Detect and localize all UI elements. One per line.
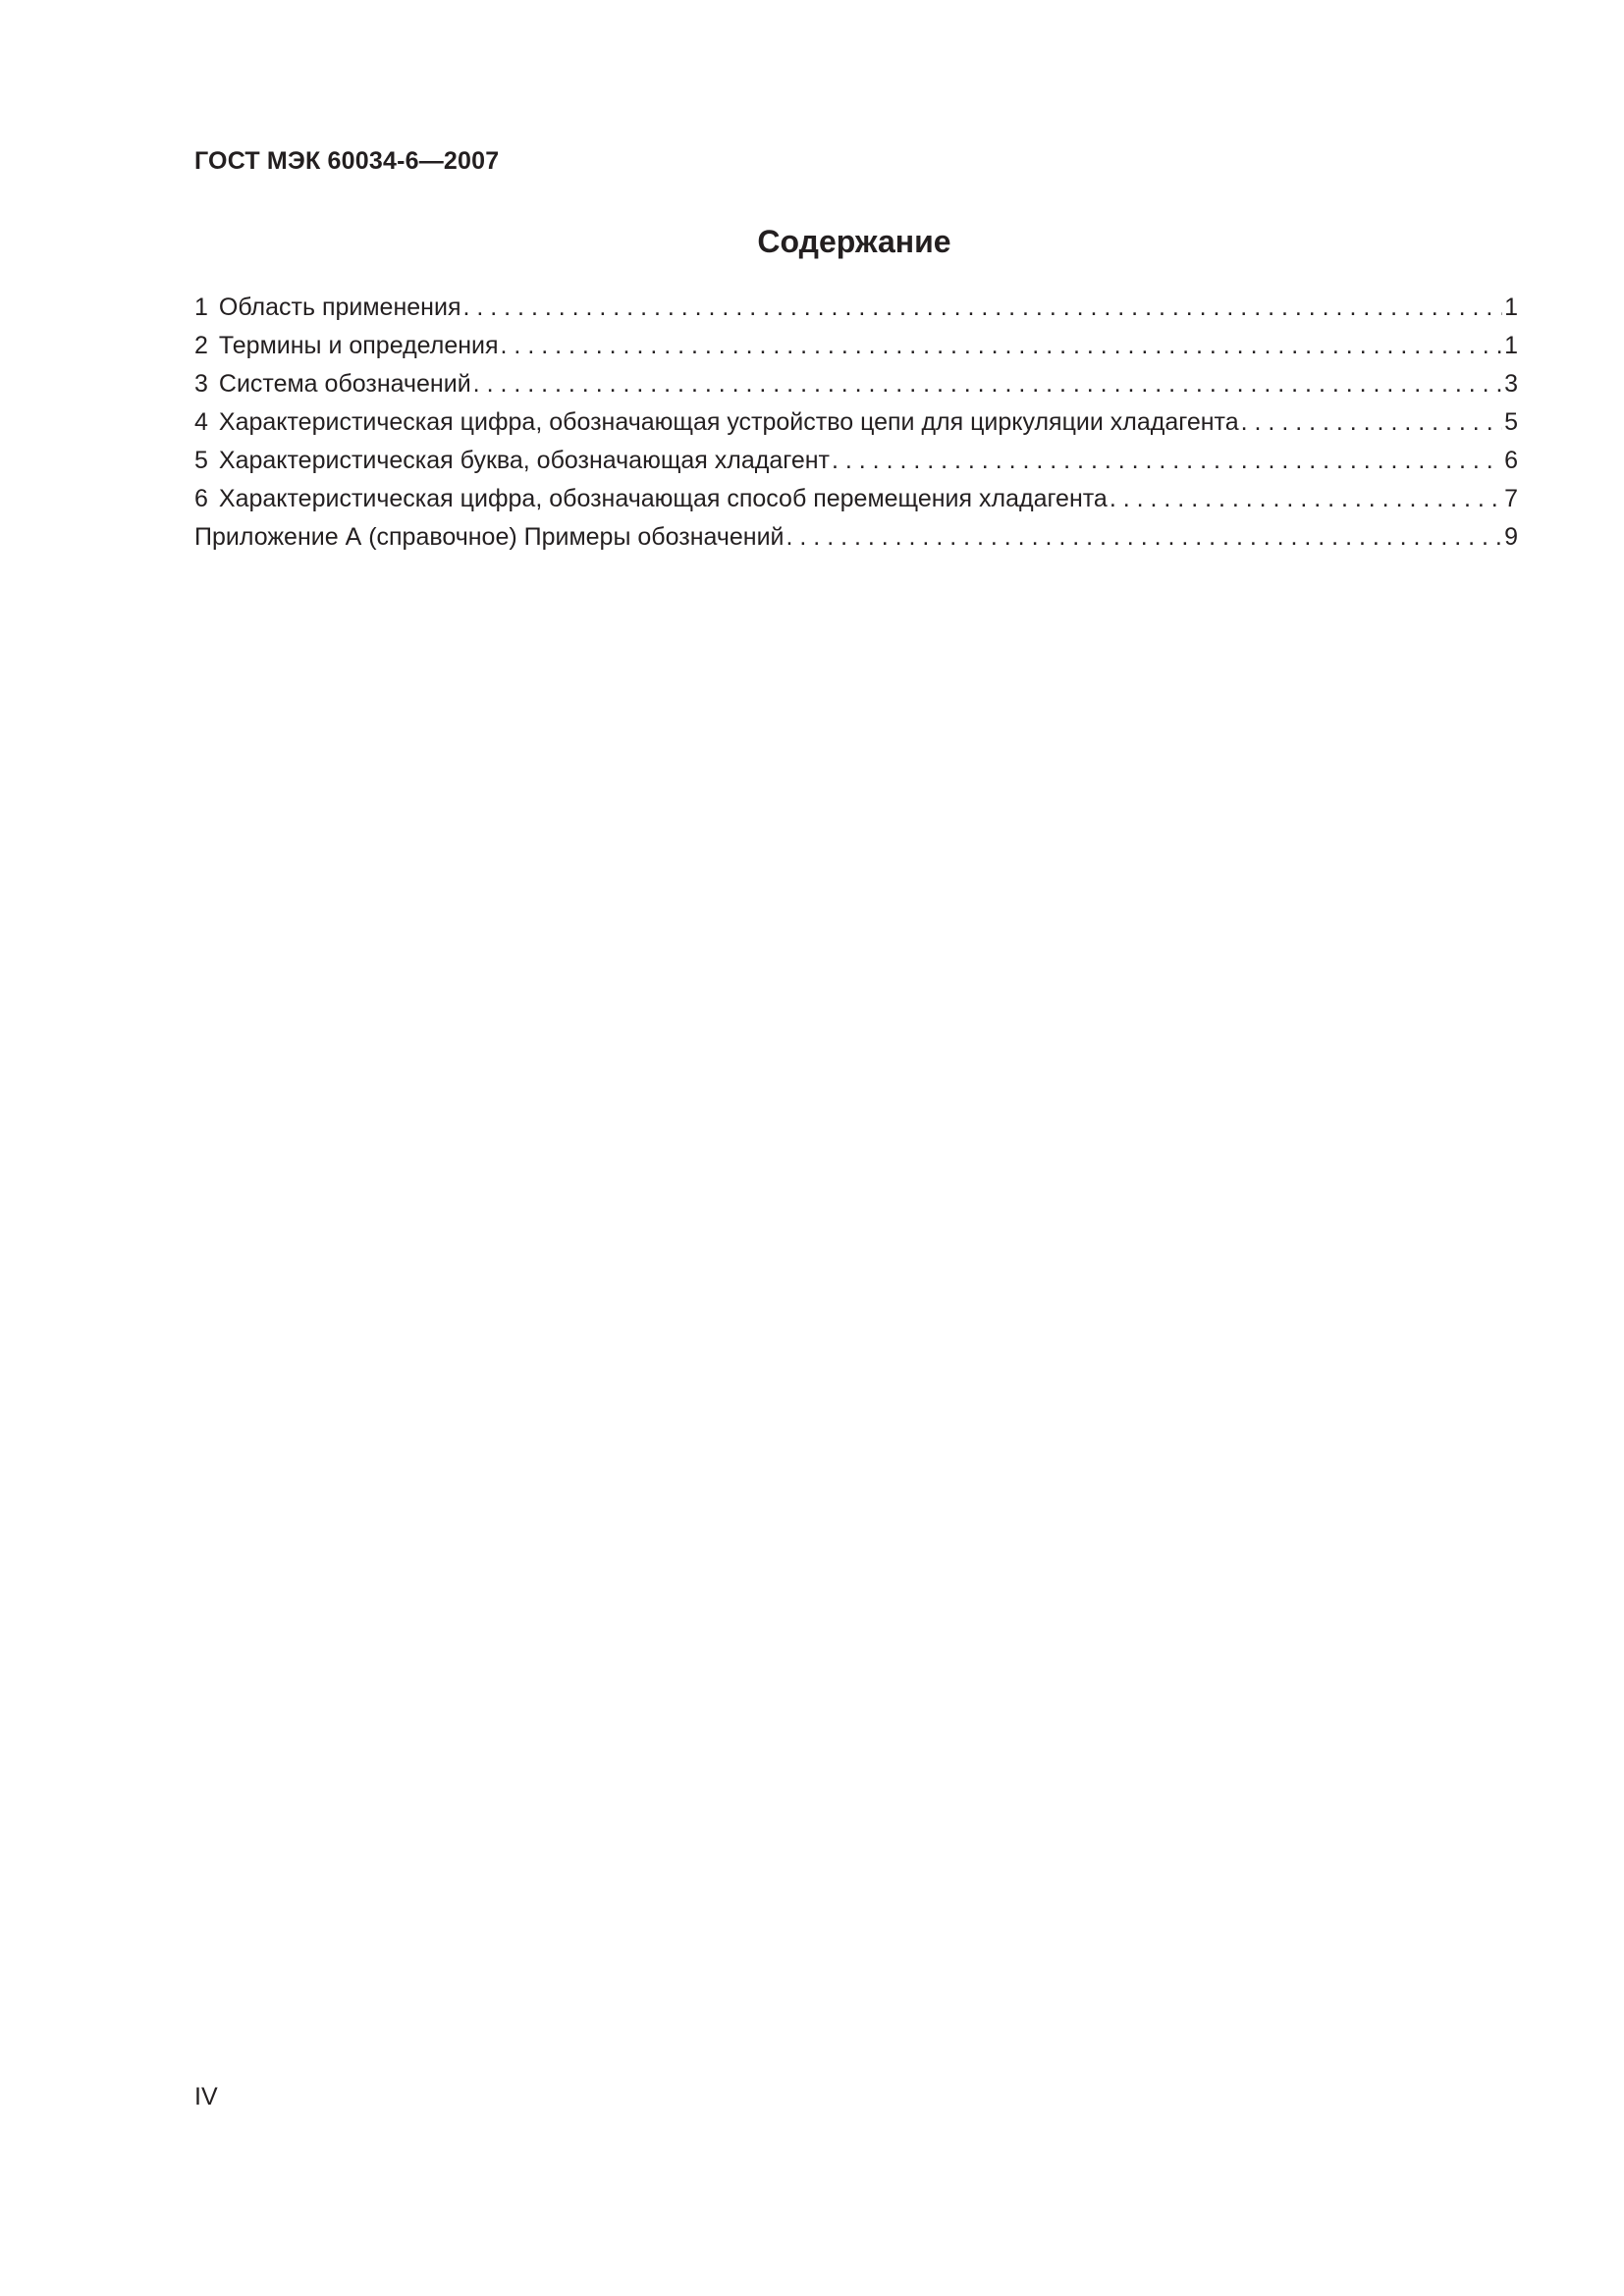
document-code: ГОСТ МЭК 60034-6—2007 <box>194 147 500 175</box>
toc-entry-annex-a[interactable] <box>194 518 1518 557</box>
toc-entry-number: 4 <box>194 408 208 436</box>
toc-entry-circuit-digit[interactable] <box>194 403 1518 442</box>
toc-entry-page: 1 <box>1504 294 1518 321</box>
toc-entry-number: 3 <box>194 370 208 398</box>
toc-leader-dots <box>473 365 1502 403</box>
toc-entry-title: Характеристическая цифра, обозначающая устройство цепи для циркуляции хладагента <box>218 408 1239 436</box>
toc-entry-page: 6 <box>1504 447 1518 474</box>
toc-leader-dots <box>786 518 1503 557</box>
toc-entry-page: 5 <box>1504 408 1518 436</box>
toc-entry-title: Приложение А (справочное) Примеры обозначений <box>194 523 785 551</box>
toc-entry-designation-system[interactable] <box>194 365 1518 403</box>
toc-entry-number: 5 <box>194 447 208 474</box>
toc-entry-movement-digit[interactable] <box>194 480 1518 518</box>
toc-entry-page: 1 <box>1504 332 1518 359</box>
toc-entry-title: Характеристическая цифра, обозначающая способ перемещения хладагента <box>218 485 1108 512</box>
page-number: IV <box>194 2083 218 2110</box>
toc-entry-title: Система обозначений <box>218 370 471 398</box>
toc-entry-number: 1 <box>194 294 208 321</box>
toc-leader-dots <box>1241 403 1502 442</box>
toc-leader-dots <box>832 442 1502 480</box>
toc-entry-page: 9 <box>1504 523 1518 551</box>
toc-entry-coolant-letter[interactable] <box>194 442 1518 480</box>
toc-entry-number: 2 <box>194 332 208 359</box>
toc-leader-dots <box>462 289 1502 327</box>
toc-entry-number: 6 <box>194 485 208 512</box>
toc-title: Содержание <box>757 224 951 259</box>
toc-entry-terms[interactable] <box>194 327 1518 365</box>
toc-entry-scope[interactable] <box>194 289 1518 327</box>
toc-leader-dots <box>501 327 1503 365</box>
toc-entry-page: 3 <box>1504 370 1518 398</box>
table-of-contents <box>194 289 1518 557</box>
toc-entry-title: Область применения <box>218 294 461 321</box>
toc-entry-page: 7 <box>1504 485 1518 512</box>
toc-leader-dots <box>1110 480 1502 518</box>
toc-entry-title: Термины и определения <box>218 332 499 359</box>
toc-entry-title: Характеристическая буква, обозначающая хладагент <box>218 447 830 474</box>
